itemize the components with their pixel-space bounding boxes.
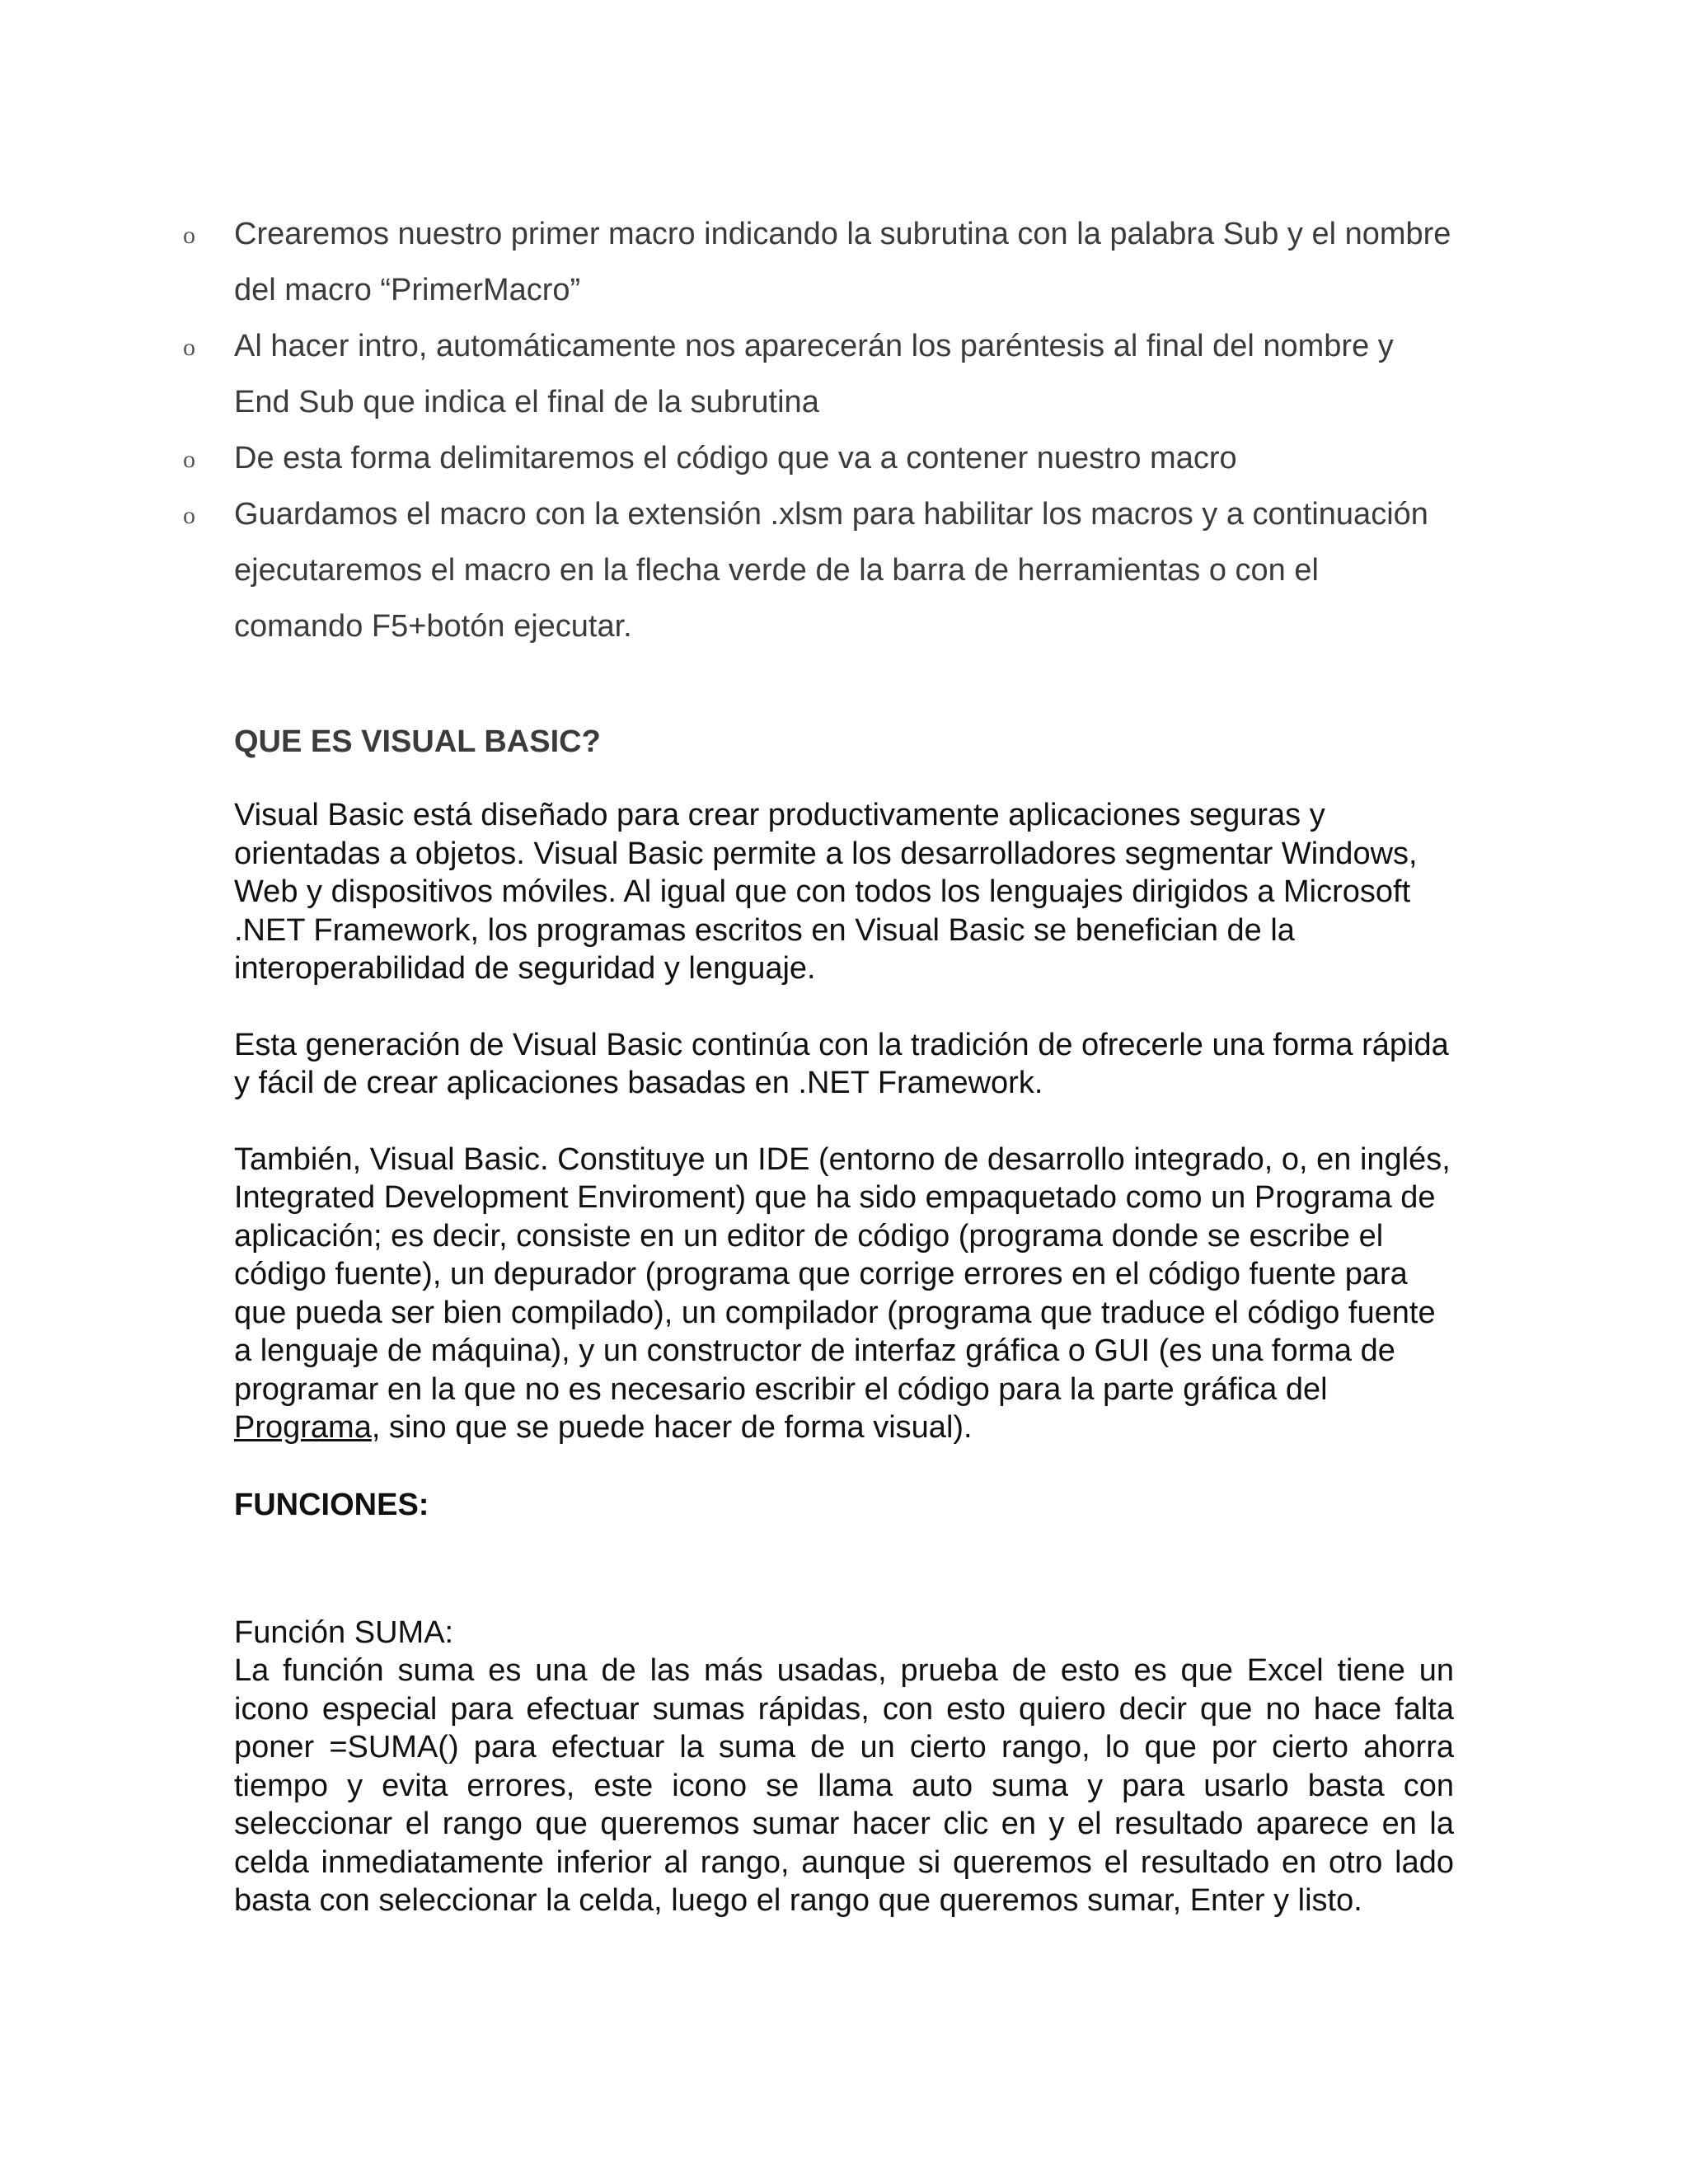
visual-basic-heading: QUE ES VISUAL BASIC? bbox=[234, 724, 601, 759]
document-content bbox=[183, 206, 1454, 1920]
list-item bbox=[183, 486, 1454, 654]
paragraph-text: También, Visual Basic. Constituye un IDE (entorno de desarrollo integrado, o, en inglés, Integrated Development Enviroment) que ha sido empaquetado como un Programa de aplicación; es decir, consiste en un editor de código (programa donde se escribe el código fuente), un depurador (programa que corrige errores en el código fuente para que pueda ser bien compilado), un compilador (programa que traduce el código fuente a lenguaje de máquina), y un constructor de interfaz gráfica o GUI (es una forma de programar en la que no es necesario escribir el código para la parte gráfica del bbox=[234, 1141, 1451, 1407]
list-item bbox=[183, 430, 1454, 486]
list-item bbox=[183, 206, 1454, 318]
visual-basic-paragraph-3 bbox=[234, 1141, 1454, 1447]
bullet-marker: o bbox=[183, 446, 195, 473]
list-item-text: De esta forma delimitaremos el código que va a contener nuestro macro bbox=[234, 441, 1237, 476]
visual-basic-paragraph-2: Esta generación de Visual Basic continúa con la tradición de ofrecerle una forma rápida y fácil de crear aplicaciones basadas en .NET Framework. bbox=[234, 1027, 1449, 1100]
funcion-suma-paragraph: La función suma es una de las más usadas, prueba de esto es que Excel tiene un icono especial para efectuar sumas rápidas, con esto quiero decir que no hace falta poner =SUMA() para efectuar la suma de un cierto rango, lo que por cierto ahorra tiempo y evita errores, este icono se llama auto suma y para usarlo basta con seleccionar el rango que queremos sumar hacer clic en y el resultado aparece en la celda inmediatamente inferior al rango, aunque si queremos el resultado en otro lado basta con seleccionar la celda, luego el rango que queremos sumar, Enter y listo. bbox=[234, 1653, 1454, 1918]
bullet-marker: o bbox=[183, 502, 195, 529]
funcion-suma-heading: Función SUMA: bbox=[234, 1615, 454, 1650]
bullet-marker: o bbox=[183, 222, 195, 249]
paragraph-text: , sino que se puede hacer de forma visual). bbox=[371, 1410, 973, 1445]
bullet-marker: o bbox=[183, 334, 195, 361]
list-item-text: Guardamos el macro con la extensión .xlsm para habilitar los macros y a continuación ejecutaremos el macro en la flecha verde de la barra de herramientas o con el comando F5+botón ejecutar. bbox=[234, 497, 1428, 644]
list-item-text: Al hacer intro, automáticamente nos aparecerán los paréntesis al final del nombre y End Sub que indica el final de la subrutina bbox=[234, 329, 1394, 419]
visual-basic-paragraph-1: Visual Basic está diseñado para crear productivamente aplicaciones seguras y orientadas a objetos. Visual Basic permite a los desarrolladores segmentar Windows, Web y dispositivos móviles. Al igual que con todos los lenguajes dirigidos a Microsoft .NET Framework, los programas escritos en Visual Basic se benefician de la interoperabilidad de seguridad y lenguaje. bbox=[234, 798, 1418, 986]
programa-link[interactable]: Programa bbox=[234, 1410, 372, 1445]
funciones-heading: FUNCIONES: bbox=[234, 1487, 429, 1522]
list-item-text: Crearemos nuestro primer macro indicando la subrutina con la palabra Sub y el nombre del macro “PrimerMacro” bbox=[234, 217, 1451, 307]
list-item bbox=[183, 318, 1454, 430]
steps-bullet-list bbox=[183, 206, 1454, 654]
